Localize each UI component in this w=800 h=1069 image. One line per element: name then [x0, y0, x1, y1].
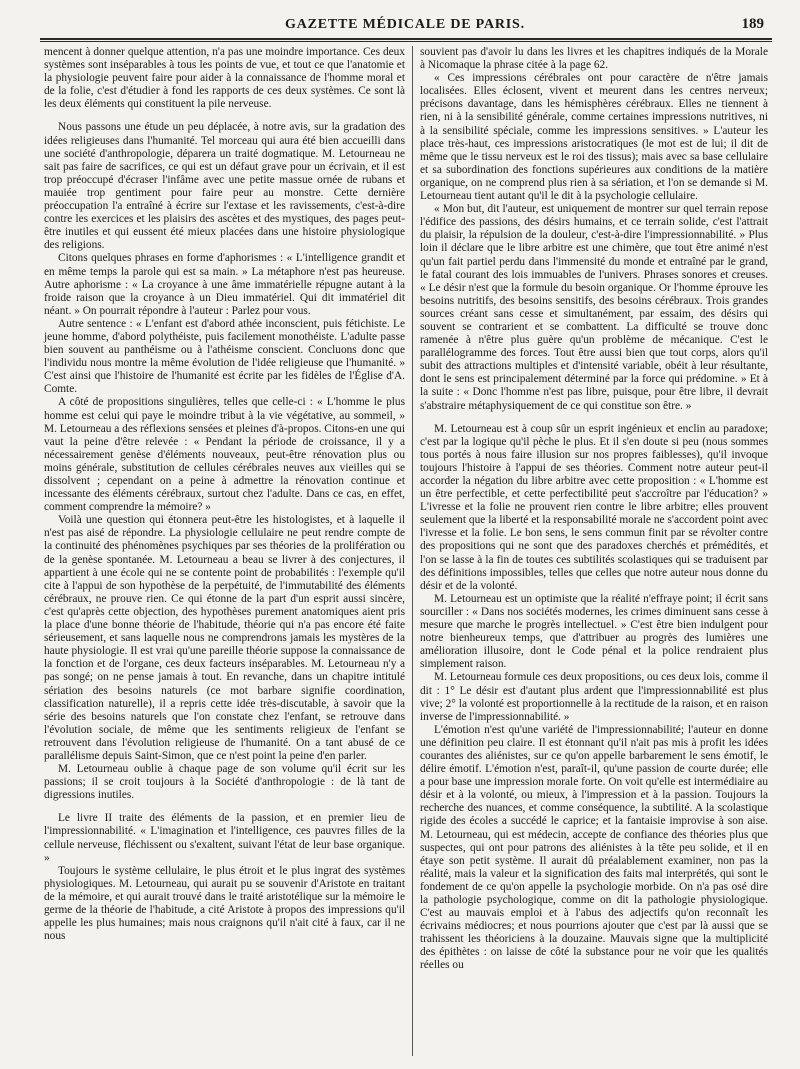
paragraph: Autre sentence : « L'enfant est d'abord athée inconscient, puis fétichiste. Le jeune homme, d'abord polythéiste, puis facilement monothéiste. L'adulte passe bien souvent au panthéisme ou à l'athéisme conscient. Concluons donc que l'individu nous montre la même évolution de l'idée religieuse que l'humanité. » C'est ainsi que l'histoire de l'humanité est écrite par les fidèles de l'Église d'A. Comte.	[44, 317, 405, 396]
paragraph: Citons quelques phrases en forme d'aphorismes : « L'intelligence grandit et en même temps la parole qui est sa main. » La métaphore n'est pas heureuse. Autre aphorisme : « La croyance à une âme immatérielle répugne autant à la froide raison que la croyance à un Dieu immatériel. Qui dit immatériel dit néant. » On pourrait répondre à l'auteur : Parlez pour vous.	[44, 252, 405, 317]
paragraph: M. Letourneau oublie à chaque page de son volume qu'il écrit sur les passions; il se croit toujours à la Société d'anthropologie : de là tant de digressions inutiles.	[44, 763, 405, 802]
paragraph: M. Letourneau formule ces deux propositions, ou ces deux lois, comme il dit : 1° Le désir est d'autant plus ardent que l'impressionnabilité est plus vive; 2° la volonté est proportionnelle à la rectitude de la raison, et en raison inverse de l'impressionnabilité. »	[420, 671, 768, 723]
page-number: 189	[741, 16, 764, 32]
paragraph: souvient pas d'avoir lu dans les livres et les chapitres indiqués de la Morale à Nicomaque la phrase citée à la page 62.	[420, 46, 768, 72]
paragraph: M. Letourneau est à coup sûr un esprit ingénieux et enclin au paradoxe; c'est par la logique qu'il pèche le plus. Et il s'en doute si peu (nous sommes tous portés à nous faire illusion sur nos propres faiblesses), qu'il invoque toujours l'histoire à l'appui de ses théories. Comment notre auteur peut-il accorder la négation du libre arbitre avec cette proposition : « L'homme est un être perfectible, et cette perfectibilité peut s'accroître par l'éducation? » L'ivresse et la folie ne prouvent rien contre le libre arbitre; elles prouvent seulement que la liberté et la responsabilité morale ne s'accordent point avec l'ivresse et la folie. Le bon sens, le sens commun finit par se révolter contre des propositions qui ne sont que des paradoxes cherchés et prémédités, et l'on se lasse à la fin de toutes ces subtilités scolastiques qui se traduisent par des définitions impossibles, telles que celles que notre auteur nous donne du désir et de la volonté.	[420, 422, 768, 592]
header-rule	[40, 38, 772, 40]
paragraph: Nous passons une étude un peu déplacée, à notre avis, sur la gradation des idées religieuses dans l'humanité. Tel morceau qui aura été bien accueilli dans une société d'anthropologie, déparera un traité dogmatique. M. Letourneau ne sait pas faire de sacrifices, ce qui est un défaut grave pour un écrivain, et il est trop préoccupé d'écraser l'infâme avec une petite massue ornée de rubans et mauiée trop gentiment pour faire peur au monstre. Cette dernière préoccupation l'a entraîné à écrire sur l'extase et les ravissements, c'est-à-dire contre les exercices et les plaisirs des ascètes et des mystiques, des pages peut-être inutiles et qui eussent été mieux placées dans une histoire physiologique des religions.	[44, 121, 405, 252]
journal-title: GAZETTE MÉDICALE DE PARIS.	[285, 17, 525, 32]
paragraph: Le livre II traite des éléments de la passion, et en premier lieu de l'impressionnabilité. « L'imagination et l'intelligence, ces pauvres filles de la cellule nerveuse, fléchissent ou s'exaltent, suivant l'état de leur base organique. »	[44, 812, 405, 864]
header-rule-thin	[40, 41, 772, 42]
paragraph: « Ces impressions cérébrales ont pour caractère de n'être jamais localisées. Elles éclosent, vivent et meurent dans les centres nerveux; précisons davantage, dans les hémisphères cérébraux. Elles ne tiennent à rien, ni à la sensibilité générale, comme certaines impressions nutritives, ni à la sensibilité spéciale, comme les impressions sensitives. » L'auteur les place très-haut, ces impressions aristocratiques (le mot est de lui; il dit de même que le tissu nerveux est le roi des tissus); mais avec sa base cellulaire et sa subordination des fonctions supérieures aux conditions de la matière organique, on ne comprend plus rien à sa sériation, et l'on se demande si M. Letourneau tient autant qu'il le dit à la psychologie cellulaire.	[420, 72, 768, 203]
paragraph: Voilà une question qui étonnera peut-être les histologistes, et à laquelle il n'est pas aisé de répondre. La physiologie cellulaire ne peut rendre compte de la continuité des phénomènes psychiques par ses théories de la prolifération ou de la genèse spontanée. M. Letourneau a beau se livrer à des conjectures, il appartient à une école qui ne se contente point de probabilités : l'exemple qu'il cite à l'appui de son hypothèse de la perpétuité, de l'immutabilité des éléments cérébraux, ne prouve rien. Ce qui étonne de la part d'un esprit aussi sincère, c'est qu'après cette objection, des hypothèses purement anatomiques aient pris la place d'une bonne théorie de l'habitude, théorie qui n'a pas encore été faite sérieusement, et sans laquelle nous ne comprendrons jamais les mystères de la haute physiologie. Il est vrai qu'une pareille théorie suppose la connaissance de la fonction et de l'organe, ces deux facteurs inséparables. M. Letourneau n'y a pas songé; on ne pense jamais à tout. En revanche, dans un chapitre intitulé sériation des besoins naturels (ce mot barbare signifie coordination, classification naturelle), il a repris cette idée très-discutable, à savoir que la série des besoins naturels que l'on constate chez l'enfant, se retrouve dans l'évolution sociale, de même que les sentiments religieux de l'enfant se retrouvent dans l'évolution religieuse de l'humanité. On a tant abusé de ce parallélisme depuis Saint-Simon, que ce n'est point la peine d'en parler.	[44, 514, 405, 762]
paragraph: A côté de propositions singulières, telles que celle-ci : « L'homme le plus homme est celui qui paye le moindre tribut à la vie végétative, au sommeil, » M. Letourneau a des réflexions sensées et pleines d'à-propos. Citons-en une qui vaut la peine d'être relevée : « Pendant la période de croissance, il y a nécessairement genèse d'éléments nouveaux, peut-être rénovation plus ou moins générale, substitution de cellules cérébrales neuves aux vieilles qui se dissolvent ; cependant on a peine à admettre la rénovation continue et incessante des éléments cérébraux, surtout chez l'adulte. Dans ce cas, en effet, comment comprendre la mémoire? »	[44, 396, 405, 514]
left-column	[44, 46, 405, 943]
paragraph: M. Letourneau est un optimiste que la réalité n'effraye point; il écrit sans sourciller : « Dans nos sociétés modernes, les crimes diminuent sans cesse à mesure que marche le progrès intellectuel. » C'est être bien indulgent pour notre bienheureux temps, que d'attribuer au progrès des lumières une amélioration illusoire, dont le Code pénal et la police rendraient plus simplement raison.	[420, 592, 768, 671]
paragraph: Toujours le système cellulaire, le plus étroit et le plus ingrat des systèmes physiologiques. M. Letourneau, qui aurait pu se souvenir d'Aristote en traitant de la mémoire, et qui aurait trouvé dans le traité aristotélique sur la mémoire le germe de la théorie de l'habitude, a cité Aristote à propos des impressions qu'il appelle les plus humaines; mais nous craignons qu'il n'ait cité à faux, car il ne nous	[44, 864, 405, 943]
paragraph: mencent à donner quelque attention, n'a pas une moindre importance. Ces deux systèmes sont inséparables à tous les points de vue, et tout ce que l'anatomie et la physiologie peuvent faire pour aider à la connaissance de l'homme moral et de la folie, c'est d'étudier à fond les rapports de ces deux systèmes. Ce sont là les deux éléments qui constituent la pile nerveuse.	[44, 46, 405, 111]
right-column	[420, 46, 768, 973]
page-header	[40, 14, 770, 38]
paragraph: L'émotion n'est qu'une variété de l'impressionnabilité; l'auteur en donne une définition peu claire. Il est étonnant qu'il n'ait pas mis à profit les idées courantes des aliénistes, sur ce qu'on appelle barbarement le sens émotif, le délire émotif. L'émotion n'est, paraît-il, qu'une passion de courte durée; elle a pour base une impression morale forte. On voit qu'elle est intermédiaire au désir et à la volonté, ou mieux, à l'impression et à la passion. Toujours la recherche des nuances, et comme conséquence, la subtilité. A la scolastique rigide des écoles a succédé le caprice; et la fantaisie improvise à son aise. M. Letourneau, qui est médecin, accepte de confiance des théories plus que suspectes, qui ont pour patrons des aliénistes à la tête peu solide, et il en étaye son petit système. Il aurait dû préalablement examiner, non pas la réalité, mais la valeur et la signification des faits mal interprétés, qui sont le fondement de ce qu'on appelle la psychologie morbide. On n'a pas osé dire la pathologie psychologique, comme on dit la pathologie physiologique. C'est au mauvais emploi et à l'abus des adjectifs qu'on reconnaît les écrivains médiocres; et nous pourrions ajouter que c'est par là aussi que se trahissent les théoriciens à la douzaine. Mauvais signe que la multiplicité des épithètes : on laisse de côté la substance pour ne voir que les qualités réelles ou	[420, 723, 768, 972]
paragraph: « Mon but, dit l'auteur, est uniquement de montrer sur quel terrain repose l'édifice des passions, des désirs humains, et ce terrain solide, c'est l'attrait du plaisir, la répulsion de la douleur, c'est-à-dire l'impressionnabilité. » Plus loin il déclare que le libre arbitre est une chimère, que tout être animé n'est qu'un fait partiel perdu dans l'immensité du monde et entraîné par le grand, le fatal courant des lois immuables de l'univers. Phrases sonores et creuses. « Le désir n'est que la formule du besoin organique. Or l'homme éprouve les besoins nutritifs, des besoins sensitifs, des besoins cérébraux. Trois grandes sources créant sans cesse et simultanément, par essaim, des désirs qui souvent se contrarient et se combattent. La difficulté se trouve donc ramenée à n'être plus guère qu'un problème de mécanique. C'est le parallélogramme des forces. Tout être aussi bien que tout corps, alors qu'il subit des attractions multiples et d'intensité variable, obéit à leur résultante, dont le sens est principalement déterminé par la force qui prédomine. » Et à la suite : « Donc l'homme n'est pas libre, puisque, pour être libre, il devrait s'abstraire métaphysiquement de ce qui constitue son être. »	[420, 203, 768, 412]
column-divider	[412, 46, 413, 1056]
